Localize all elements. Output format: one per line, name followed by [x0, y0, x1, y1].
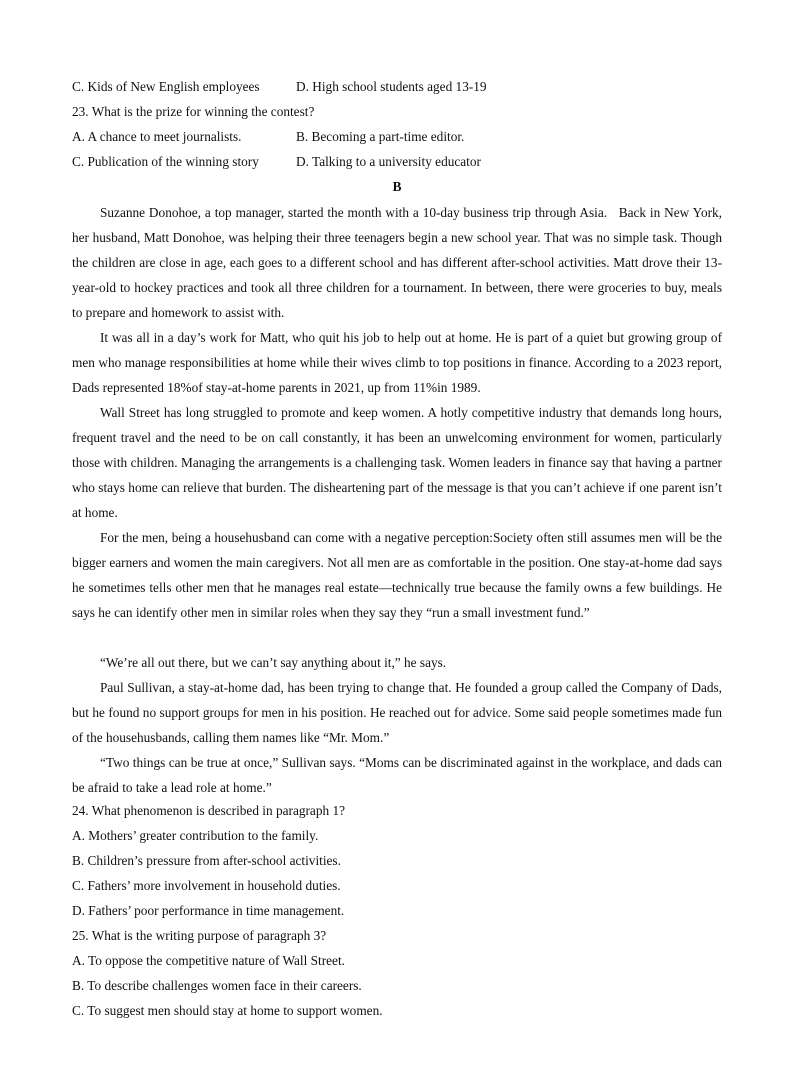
q23-option-d: D. Talking to a university educator [296, 154, 481, 169]
passage-paragraph-5: “We’re all out there, but we can’t say anything about it,” he says. [100, 655, 447, 670]
passage-paragraph-1: Suzanne Donohoe, a top manager, started the month with a 10-day business trip through Asia. Back in New York, her husband, Matt Donohoe, was helping their three teenagers begin a new school year. That was no simple task. Though the children are close in age, each goes to a different school and has different after-school activities. Matt drove their 13-year-old to hockey practices and took all three children for a tournament. In between, there were groceries to buy, meals to prepare and homework to assist with. [72, 205, 722, 320]
q23-option-c: C. Publication of the winning story [72, 154, 259, 169]
q24-option-b: B. Children’s pressure from after-school activities. [72, 853, 341, 868]
passage-paragraph-6: Paul Sullivan, a stay-at-home dad, has been trying to change that. He founded a group called the Company of Dads, but he found no support groups for men in his position. He reached out for advice. Some said people sometimes made fun of the househusbands, calling them names like “Mr. Mom.” [72, 680, 722, 745]
q23-stem: 23. What is the prize for winning the contest? [72, 104, 315, 119]
q23-option-a: A. A chance to meet journalists. [72, 129, 242, 144]
q23-options-ab [72, 129, 465, 145]
q24-stem: 24. What phenomenon is described in paragraph 1? [72, 803, 345, 818]
section-b-heading: B [392, 179, 402, 194]
q24-option-c: C. Fathers’ more involvement in household duties. [72, 878, 341, 893]
passage-paragraph-2: It was all in a day’s work for Matt, who quit his job to help out at home. He is part of a quiet but growing group of men who manage responsibilities at home while their wives climb to top positions in finance. According to a 2023 report, Dads represented 18%of stay-at-home parents in 2021, up from 11%in 1989. [72, 330, 722, 395]
q25-option-b: B. To describe challenges women face in their careers. [72, 978, 362, 993]
q25-option-a: A. To oppose the competitive nature of Wall Street. [72, 953, 345, 968]
passage-paragraph-4: For the men, being a househusband can come with a negative perception:Society often still assumes men will be the bigger earners and women the main caregivers. Not all men are as comfortable in the position. One stay-at-home dad says he sometimes tells other men that he manages real estate—technically true because the family owns a few buildings. He says he can identify other men in similar roles when they say they “run a small investment fund.” [72, 530, 722, 620]
q23-options-cd [72, 154, 481, 170]
q24-option-a: A. Mothers’ greater contribution to the family. [72, 828, 319, 843]
q22-options-cd [72, 79, 487, 95]
q24-option-d: D. Fathers’ poor performance in time management. [72, 903, 345, 918]
q22-option-c: C. Kids of New English employees [72, 79, 260, 94]
passage-paragraph-7: “Two things can be true at once,” Sullivan says. “Moms can be discriminated against in the workplace, and dads can be afraid to take a lead role at home.” [72, 755, 722, 795]
q23-option-b: B. Becoming a part-time editor. [296, 129, 465, 144]
q25-option-c: C. To suggest men should stay at home to support women. [72, 1003, 383, 1018]
q25-stem: 25. What is the writing purpose of paragraph 3? [72, 928, 327, 943]
passage-paragraph-3: Wall Street has long struggled to promote and keep women. A hotly competitive industry that demands long hours, frequent travel and the need to be on call constantly, it has been an unwelcoming environment for women, particularly those with children. Managing the arrangements is a challenging task. Women leaders in finance say that having a partner who stays home can relieve that burden. The disheartening part of the message is that you can’t achieve if one parent isn’t at home. [72, 405, 722, 520]
q22-option-d: D. High school students aged 13-19 [296, 79, 487, 94]
